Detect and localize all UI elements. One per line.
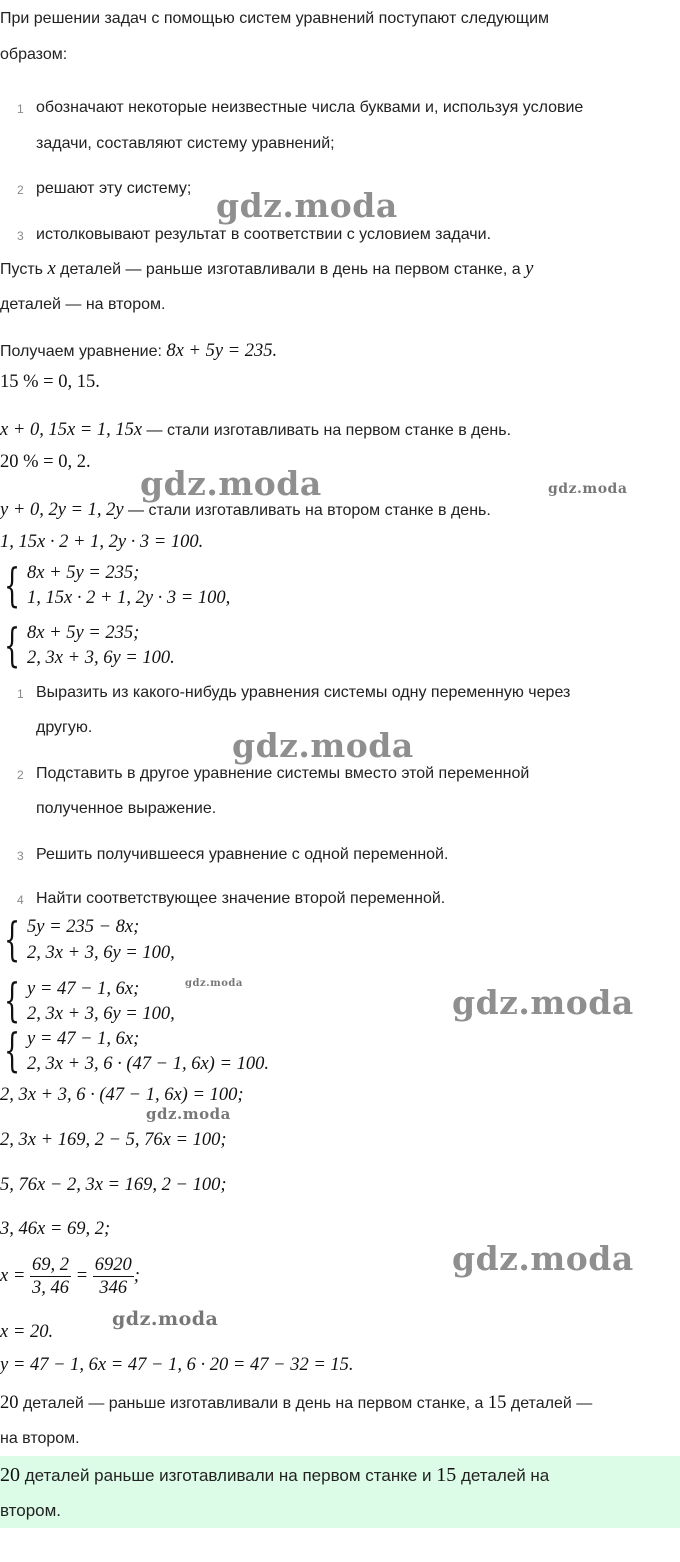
system-line: 1, 15x · 2 + 1, 2y · 3 = 100, <box>27 588 231 608</box>
sub-step-number: 4 <box>17 893 24 907</box>
watermark-logo: gdz.moda <box>140 464 322 503</box>
conclusion-text: деталей — <box>506 1395 593 1412</box>
system-line: y = 47 − 1, 6x; <box>27 979 140 999</box>
calc-line: 5, 76x − 2, 3x = 169, 2 − 100; <box>0 1175 227 1195</box>
method-step-text: обозначают некоторые неизвестные числа буквами и, используя условие <box>36 99 584 116</box>
conclusion-line-2: на втором. <box>0 1430 80 1447</box>
method-step-number: 3 <box>17 229 24 243</box>
let-line-2: деталей — на втором. <box>0 296 166 313</box>
equation-2: 1, 15x · 2 + 1, 2y · 3 = 100. <box>0 532 204 552</box>
numerator: 6920 <box>94 1255 132 1275</box>
method-step-text: решают эту систему; <box>36 180 192 197</box>
sub-step-number: 2 <box>17 768 24 782</box>
row-text: — стали изготавливать на втором станке в день. <box>123 502 491 519</box>
watermark-logo: gdz.moda <box>216 186 398 225</box>
watermark-logo: gdz.moda <box>548 481 628 497</box>
calc-line: 3, 46x = 69, 2; <box>0 1219 111 1239</box>
calc-line: 2, 3x + 169, 2 − 5, 76x = 100; <box>0 1130 227 1150</box>
system-brace: { <box>4 912 21 966</box>
expr: y + 0, 2y = 1, 2y <box>0 500 124 520</box>
fraction-1 <box>30 1254 71 1299</box>
sub-step-number: 3 <box>17 849 24 863</box>
system-line: y = 47 − 1, 6x; <box>27 1029 140 1049</box>
sub-step-text: полученное выражение. <box>36 800 217 817</box>
sub-step-number: 1 <box>17 687 24 701</box>
system-line: 5y = 235 − 8x; <box>27 917 140 937</box>
method-step-text: истолковывают результат в соответствии с условием задачи. <box>36 226 492 243</box>
answer-text: деталей на <box>456 1466 550 1485</box>
watermark-logo: gdz.moda <box>232 726 414 765</box>
system-line: 2, 3x + 3, 6y = 100. <box>27 648 175 668</box>
system-line: 2, 3x + 3, 6y = 100, <box>27 1004 175 1024</box>
expr: x + 0, 15x = 1, 15x <box>0 420 143 440</box>
system-line: 8x + 5y = 235; <box>27 563 140 583</box>
number: 15 <box>487 1393 507 1413</box>
row-text: — стали изготавливать на первом станке в день. <box>142 422 512 439</box>
system-line: 8x + 5y = 235; <box>27 623 140 643</box>
watermark-logo: gdz.moda <box>452 983 634 1022</box>
system-brace: { <box>4 973 21 1027</box>
system-brace: { <box>4 1023 21 1077</box>
number: 20 <box>0 1464 20 1486</box>
percent-15: 15 % = 0, 15. <box>0 372 100 392</box>
y-result: y = 47 − 1, 6x = 47 − 1, 6 · 20 = 47 − 32 = 15. <box>0 1355 354 1375</box>
denominator: 346 <box>99 1278 128 1298</box>
answer-line-1 <box>0 1464 549 1487</box>
numerator: 69, 2 <box>31 1255 69 1275</box>
equation-expr: 8x + 5y = 235. <box>166 341 278 361</box>
sub-step-text: Выразить из какого-нибудь уравнения системы одну переменную через <box>36 684 571 701</box>
fraction-2 <box>93 1254 134 1299</box>
system-brace: { <box>4 618 21 672</box>
intro-line-1: При решении задач с помощью систем уравнений поступают следующим <box>0 10 550 27</box>
method-step-number: 2 <box>17 183 24 197</box>
intro-line-2: образом: <box>0 46 68 63</box>
x-result: x = 20. <box>0 1322 54 1342</box>
number: 20 <box>0 1393 19 1413</box>
watermark-logo: gdz.moda <box>185 978 243 989</box>
sub-step-text: Найти соответствующее значение второй переменной. <box>36 890 446 907</box>
sub-step-text: Подставить в другое уравнение системы вместо этой переменной <box>36 765 530 782</box>
number: 15 <box>436 1464 457 1486</box>
method-step-text: задачи, составляют систему уравнений; <box>36 135 335 152</box>
watermark-logo: gdz.moda <box>146 1105 231 1123</box>
denominator: 3, 46 <box>31 1278 69 1298</box>
row-first-machine <box>0 420 511 441</box>
fraction-lhs: x = <box>0 1265 30 1286</box>
let-text: деталей — раньше изготавливали в день на первом станке, а <box>55 261 526 278</box>
sub-step-text: другую. <box>36 719 93 736</box>
let-text: Пусть <box>0 261 48 278</box>
answer-text: деталей раньше изготавливали на первом станке и <box>20 1466 437 1485</box>
system-line: 2, 3x + 3, 6 · (47 − 1, 6x) = 100. <box>27 1054 269 1074</box>
let-line-1 <box>0 259 533 280</box>
equation-label: Получаем уравнение: <box>0 343 167 360</box>
conclusion-text: деталей — раньше изготавливали в день на первом станке, а <box>18 1395 488 1412</box>
answer-line-2: втором. <box>0 1501 62 1520</box>
conclusion-line-1 <box>0 1393 592 1414</box>
row-second-machine <box>0 500 491 521</box>
fraction-equation <box>0 1254 140 1299</box>
method-step-number: 1 <box>17 102 24 116</box>
var-x: x <box>47 259 56 279</box>
semicolon: ; <box>133 1265 140 1286</box>
watermark-logo: gdz.moda <box>112 1308 219 1330</box>
system-brace: { <box>4 558 21 612</box>
equals: = <box>70 1265 93 1286</box>
system-line: 2, 3x + 3, 6y = 100, <box>27 943 175 963</box>
equation-1 <box>0 341 277 362</box>
var-y: y <box>525 259 534 279</box>
sub-step-text: Решить получившееся уравнение с одной переменной. <box>36 846 449 863</box>
percent-20: 20 % = 0, 2. <box>0 452 91 472</box>
calc-line: 2, 3x + 3, 6 · (47 − 1, 6x) = 100; <box>0 1085 244 1105</box>
watermark-logo: gdz.moda <box>452 1239 634 1278</box>
